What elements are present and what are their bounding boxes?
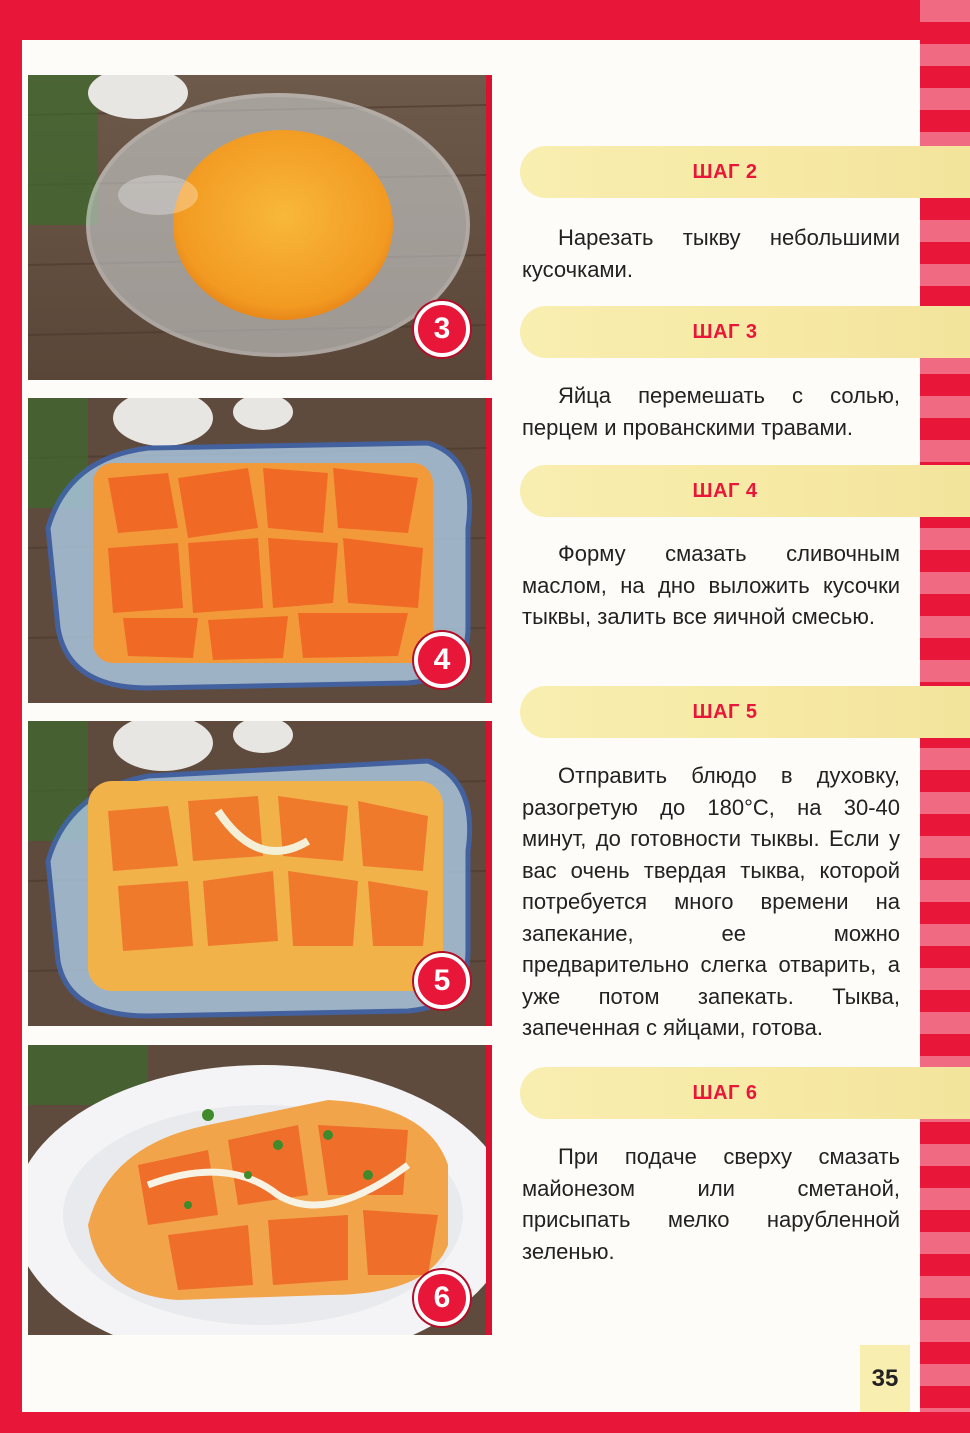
step-6-text: При подаче сверху смазать майонезом или сметаной, присыпать мелко нарубленной зеленью. bbox=[522, 1144, 900, 1264]
step-5-header bbox=[520, 686, 970, 738]
step-label: ШАГ 5 bbox=[692, 700, 758, 723]
step-4-header bbox=[520, 465, 970, 517]
photo-step-5 bbox=[28, 721, 486, 1026]
step-label: ШАГ 4 bbox=[692, 479, 758, 502]
step-number-badge: 6 bbox=[414, 1270, 470, 1326]
step-2-header bbox=[520, 146, 970, 198]
step-3-header bbox=[520, 306, 970, 358]
photo-step-3 bbox=[28, 75, 486, 380]
photo-step-4 bbox=[28, 398, 486, 703]
step-label: ШАГ 3 bbox=[692, 320, 758, 343]
step-number-badge: 4 bbox=[414, 632, 470, 688]
step-3-text: Яйца перемешать с солью, перцем и прованскими травами. bbox=[522, 383, 900, 440]
step-4-text: Форму смазать сливочным маслом, на дно выложить кусочки тыквы, залить все яичной смесью. bbox=[522, 541, 900, 629]
photo-step-6 bbox=[28, 1045, 486, 1335]
step-number-badge: 3 bbox=[414, 301, 470, 357]
step-2-text: Нарезать тыкву небольшими кусочками. bbox=[522, 225, 900, 282]
step-number-badge: 5 bbox=[414, 953, 470, 1009]
page-number: 35 bbox=[860, 1345, 910, 1412]
step-label: ШАГ 2 bbox=[692, 160, 758, 183]
step-5-text: Отправить блюдо в духовку, разогретую до 180°С, на 30-40 минут, до готовности тыквы. Если у вас очень твердая тыква, которой потребуется много времени на запекание, ее можно предварительно слегка отварить, а уже потом запекать. Тыква, запеченная с яйцами, готова. bbox=[522, 763, 900, 1040]
step-6-header bbox=[520, 1067, 970, 1119]
bottom-band bbox=[0, 1412, 970, 1433]
step-label: ШАГ 6 bbox=[692, 1081, 758, 1104]
